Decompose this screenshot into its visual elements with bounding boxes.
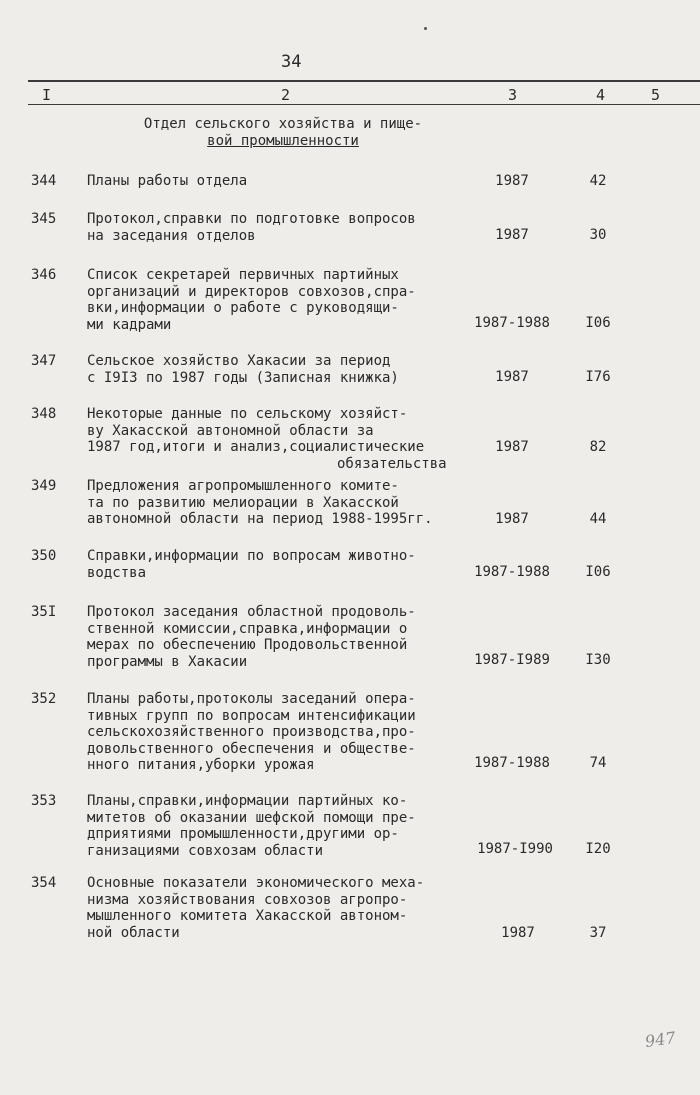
entry-line: тивных групп по вопросам интенсификации bbox=[87, 707, 416, 724]
column-header-2: 2 bbox=[281, 86, 291, 104]
entry-line: ми кадрами bbox=[87, 316, 172, 333]
entry-sheets: I20 bbox=[585, 841, 611, 857]
entry-line: организаций и директоров совхозов,спра- bbox=[87, 283, 416, 300]
entry-line: с I9I3 по 1987 годы (Записная книжка) bbox=[87, 369, 399, 386]
entry-description bbox=[87, 875, 487, 941]
entry-sheets: I76 bbox=[585, 369, 611, 385]
entry-line: Основные показатели экономического меха- bbox=[87, 875, 425, 891]
entry-number: 352 bbox=[31, 691, 57, 707]
entry-line: дприятиями промышленности,другими ор- bbox=[87, 826, 399, 842]
entry-line: нного питания,уборки урожая bbox=[87, 757, 315, 773]
entry-years: 1987 bbox=[495, 227, 529, 243]
column-header-1: I bbox=[42, 86, 52, 104]
entry-years: 1987 bbox=[501, 925, 535, 941]
entry-sheets: I06 bbox=[585, 564, 611, 580]
entry-line: ву Хакасской автономной области за bbox=[87, 422, 374, 439]
entry-line: водства bbox=[87, 564, 147, 581]
table-header-rule-top bbox=[28, 80, 700, 82]
table-header-rule-bottom bbox=[28, 104, 700, 105]
section-title-line-1: Отдел сельского хозяйства и пище- bbox=[143, 116, 423, 132]
entry-years: 1987-I990 bbox=[477, 841, 553, 857]
entry-description bbox=[87, 353, 487, 386]
entry-sheets: 37 bbox=[589, 925, 607, 941]
entry-number: 35I bbox=[31, 604, 57, 620]
entry-years: 1987 bbox=[495, 511, 529, 527]
entry-line: мышленного комитета Хакасской автоном- bbox=[87, 908, 408, 924]
entry-years: 1987 bbox=[495, 173, 529, 189]
entry-sheets: 74 bbox=[589, 755, 607, 771]
entry-sheets: I06 bbox=[585, 315, 611, 331]
entry-line: мерах по обеспечению Продовольственной bbox=[87, 637, 408, 653]
entry-line: низма хозяйствования совхозов агропро- bbox=[87, 891, 408, 908]
entry-line: ной области bbox=[87, 924, 180, 941]
entry-years: 1987-1988 bbox=[474, 564, 550, 580]
entry-line: Справки,информации по вопросам животно- bbox=[87, 548, 416, 564]
entry-description bbox=[87, 211, 487, 244]
entry-line: обязательства bbox=[337, 455, 447, 472]
entry-number: 350 bbox=[31, 548, 57, 564]
entry-line: митетов об оказании шефской помощи пре- bbox=[87, 809, 416, 826]
entry-line: ственной комиссии,справка,информации о bbox=[87, 620, 408, 637]
entry-description bbox=[87, 173, 487, 190]
entry-years: 1987-1988 bbox=[474, 315, 550, 331]
entry-line: Некоторые данные по сельскому хозяйст- bbox=[87, 406, 408, 422]
entry-description bbox=[87, 406, 487, 472]
entry-line: 1987 год,итоги и анализ,социалистические bbox=[87, 439, 425, 455]
entry-line: вки,информации о работе с руководящи- bbox=[87, 300, 399, 316]
entry-line: Предложения агропромышленного комите- bbox=[87, 478, 399, 494]
entry-line: на заседания отделов bbox=[87, 227, 256, 244]
entry-line: довольственного обеспечения и обществе- bbox=[87, 740, 416, 757]
entry-number: 348 bbox=[31, 406, 57, 422]
entry-years: 1987 bbox=[495, 369, 529, 385]
entry-number: 344 bbox=[31, 173, 57, 189]
entry-number: 349 bbox=[31, 478, 57, 494]
entry-sheets: 30 bbox=[589, 227, 607, 243]
entry-number: 345 bbox=[31, 211, 57, 227]
entry-sheets: 42 bbox=[589, 173, 607, 189]
page-number: 34 bbox=[281, 52, 302, 72]
entry-line: та по развитию мелиорации в Хакасской bbox=[87, 494, 399, 511]
entry-line: ганизациями совхозам области bbox=[87, 842, 324, 859]
entry-line: Планы работы,протоколы заседаний опера- bbox=[87, 691, 416, 707]
entry-number: 354 bbox=[31, 875, 57, 891]
entry-number: 347 bbox=[31, 353, 57, 369]
entry-line: Протокол заседания областной продоволь- bbox=[87, 604, 416, 620]
column-header-5: 5 bbox=[651, 86, 661, 104]
entry-description bbox=[87, 548, 487, 581]
entry-sheets: 44 bbox=[589, 511, 607, 527]
entry-line: Список секретарей первичных партийных bbox=[87, 267, 399, 283]
entry-line: автономной области на период 1988-1995гг. bbox=[87, 511, 433, 527]
speck-mark bbox=[424, 27, 427, 30]
entry-line: Протокол,справки по подготовке вопросов bbox=[87, 211, 416, 227]
entry-description bbox=[87, 267, 487, 333]
entry-line: программы в Хакасии bbox=[87, 653, 248, 670]
section-title bbox=[118, 116, 448, 150]
archive-sheet-mark: 947 bbox=[643, 1027, 677, 1052]
entry-description bbox=[87, 604, 487, 670]
entry-line: Сельское хозяйство Хакасии за период bbox=[87, 353, 391, 369]
column-header-4: 4 bbox=[596, 86, 606, 104]
entry-sheets: I30 bbox=[585, 652, 611, 668]
entry-description bbox=[87, 793, 487, 859]
entry-line: Планы,справки,информации партийных ко- bbox=[87, 793, 408, 809]
entry-number: 346 bbox=[31, 267, 57, 283]
entry-sheets: 82 bbox=[589, 439, 607, 455]
entry-number: 353 bbox=[31, 793, 57, 809]
entry-years: 1987 bbox=[495, 439, 529, 455]
entry-description bbox=[87, 478, 487, 528]
entry-years: 1987-1988 bbox=[474, 755, 550, 771]
section-title-line-2: вой промышленности bbox=[207, 133, 359, 149]
column-header-3: 3 bbox=[508, 86, 518, 104]
entry-line: сельскохозяйственного производства,про- bbox=[87, 724, 416, 740]
entry-years: 1987-I989 bbox=[474, 652, 550, 668]
entry-description bbox=[87, 691, 487, 774]
entry-line: Планы работы отдела bbox=[87, 173, 248, 189]
